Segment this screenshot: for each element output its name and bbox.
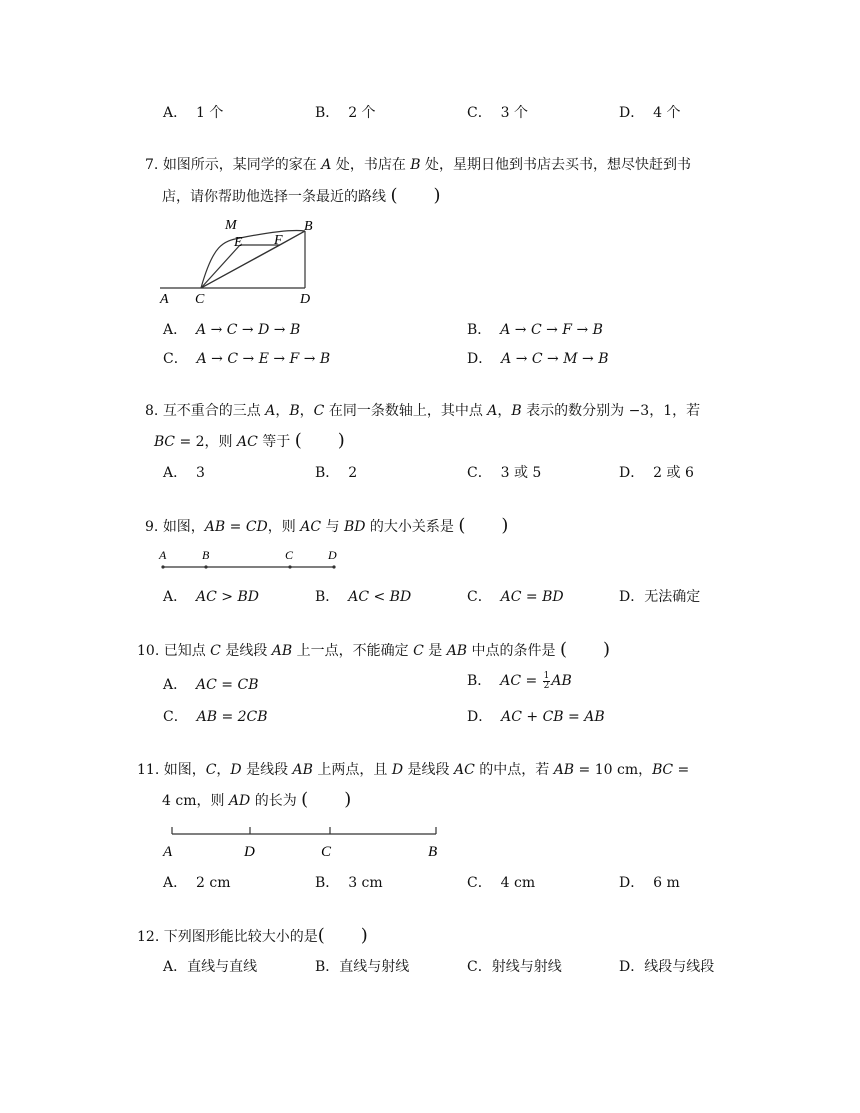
q6-option-c[interactable]: C． 3 个 [467, 105, 528, 121]
q7-stem-line2: 店，请你帮助他选择一条最近的路线 ( ) [162, 185, 441, 206]
answer-paren: ( ) [317, 925, 368, 946]
q7-number: 7. [145, 157, 159, 173]
q6-option-b[interactable]: B． 2 个 [315, 105, 376, 121]
q9-segment-figure [158, 546, 343, 574]
figure-label-e: E [234, 235, 243, 250]
figure-label-a: A [159, 548, 167, 562]
fraction-one-half: $\frac{1}{2}$ [543, 670, 550, 691]
figure-label-c: C [195, 292, 205, 307]
q9-option-c[interactable]: C． 𝐴𝐶 = 𝐵𝐷 [467, 589, 564, 605]
q12-option-d[interactable]: D．线段与线段 [619, 959, 715, 975]
q8-option-a[interactable]: A． 3 [163, 465, 205, 481]
figure-label-a: A [160, 292, 169, 307]
q12-option-c[interactable]: C．射线与射线 [467, 959, 562, 975]
figure-label-a: A [163, 844, 173, 860]
q10-option-c[interactable]: C． 𝐴𝐵 = 2𝐶𝐵 [163, 709, 268, 725]
q8-stem-line2: 𝐵𝐶 = 2，则 𝐴𝐶 等于 ( ) [154, 430, 345, 451]
q8-option-b[interactable]: B． 2 [315, 465, 358, 481]
q10-option-d[interactable]: D． 𝐴𝐶 + 𝐶𝐵 = 𝐴𝐵 [467, 709, 605, 725]
answer-paren: ( ) [458, 515, 509, 536]
q10-stem-line1: 10. 已知点 𝐶 是线段 𝐴𝐵 上一点，不能确定 𝐶 是 𝐴𝐵 中点的条件是 ( ) [137, 639, 611, 660]
figure-label-b: B [202, 548, 210, 562]
q7-option-a[interactable]: A． 𝐴 → 𝐶 → 𝐷 → 𝐵 [163, 322, 301, 338]
figure-label-b: B [304, 219, 313, 234]
figure-label-m: M [225, 218, 237, 233]
q7-stem-line1: 7. 如图所示，某同学的家在 𝐴 处，书店在 𝐵 处，星期日他到书店去买书，想尽快赶到书 [145, 157, 692, 173]
answer-paren: ( ) [301, 789, 352, 810]
q11-stem-line2: 4 cm，则 𝐴𝐷 的长为 ( ) [162, 789, 352, 810]
q10-number: 10. [137, 643, 160, 659]
q7-option-c[interactable]: C． 𝐴 → 𝐶 → 𝐸 → 𝐹 → 𝐵 [163, 351, 331, 367]
q6-option-a[interactable]: A． 1 个 [163, 105, 224, 121]
q11-option-b[interactable]: B． 3 cm [315, 875, 383, 891]
answer-paren: ( ) [294, 430, 345, 451]
q8-option-c[interactable]: C． 3 或 5 [467, 465, 542, 481]
figure-label-c: C [285, 548, 294, 562]
q10-option-a[interactable]: A． 𝐴𝐶 = 𝐶𝐵 [163, 677, 259, 693]
q11-option-c[interactable]: C． 4 cm [467, 875, 536, 891]
q9-option-d[interactable]: D．无法确定 [619, 589, 701, 605]
q8-number: 8. [145, 403, 159, 419]
q12-option-b[interactable]: B．直线与射线 [315, 959, 410, 975]
figure-label-b: B [428, 844, 438, 860]
q7-route-figure [155, 215, 330, 307]
q9-number: 9. [145, 519, 159, 535]
figure-label-d: D [328, 548, 337, 562]
q7-option-d[interactable]: D． 𝐴 → 𝐶 → 𝑀 → 𝐵 [467, 351, 609, 367]
q11-segment-figure [160, 822, 450, 862]
q12-option-a[interactable]: A．直线与直线 [163, 959, 258, 975]
q10-option-b[interactable]: B． 𝐴𝐶 = $\frac{1}{2}$ 𝐴𝐵 [467, 670, 572, 691]
q12-stem-line1: 12. 下列图形能比较大小的是( ) [137, 925, 368, 946]
q7-option-b[interactable]: B． 𝐴 → 𝐶 → 𝐹 → 𝐵 [467, 322, 603, 338]
q8-stem-line1: 8. 互不重合的三点 𝐴，𝐵，𝐶 在同一条数轴上，其中点 𝐴，𝐵 表示的数分别为 −3，1，若 [145, 403, 701, 419]
q11-stem-line1: 11. 如图，𝐶，𝐷 是线段 𝐴𝐵 上两点，且 𝐷 是线段 𝐴𝐶 的中点，若 𝐴𝐵 = 10 cm，𝐵𝐶 = [137, 762, 690, 778]
answer-paren: ( ) [560, 639, 611, 660]
answer-paren: ( ) [390, 185, 441, 206]
q11-option-d[interactable]: D． 6 m [619, 875, 680, 891]
q12-number: 12. [137, 929, 160, 945]
figure-label-d: D [244, 844, 255, 860]
figure-label-c: C [321, 844, 332, 860]
figure-label-f: F [274, 233, 283, 248]
q11-option-a[interactable]: A． 2 cm [163, 875, 231, 891]
q8-option-d[interactable]: D． 2 或 6 [619, 465, 694, 481]
q6-option-d[interactable]: D． 4 个 [619, 105, 681, 121]
q9-stem-line1: 9. 如图，𝐴𝐵 = 𝐶𝐷，则 𝐴𝐶 与 𝐵𝐷 的大小关系是 ( ) [145, 515, 509, 536]
figure-label-d: D [300, 292, 311, 307]
q11-number: 11. [137, 762, 160, 778]
q9-option-a[interactable]: A． 𝐴𝐶 > 𝐵𝐷 [163, 589, 259, 605]
q9-option-b[interactable]: B． 𝐴𝐶 < 𝐵𝐷 [315, 589, 412, 605]
